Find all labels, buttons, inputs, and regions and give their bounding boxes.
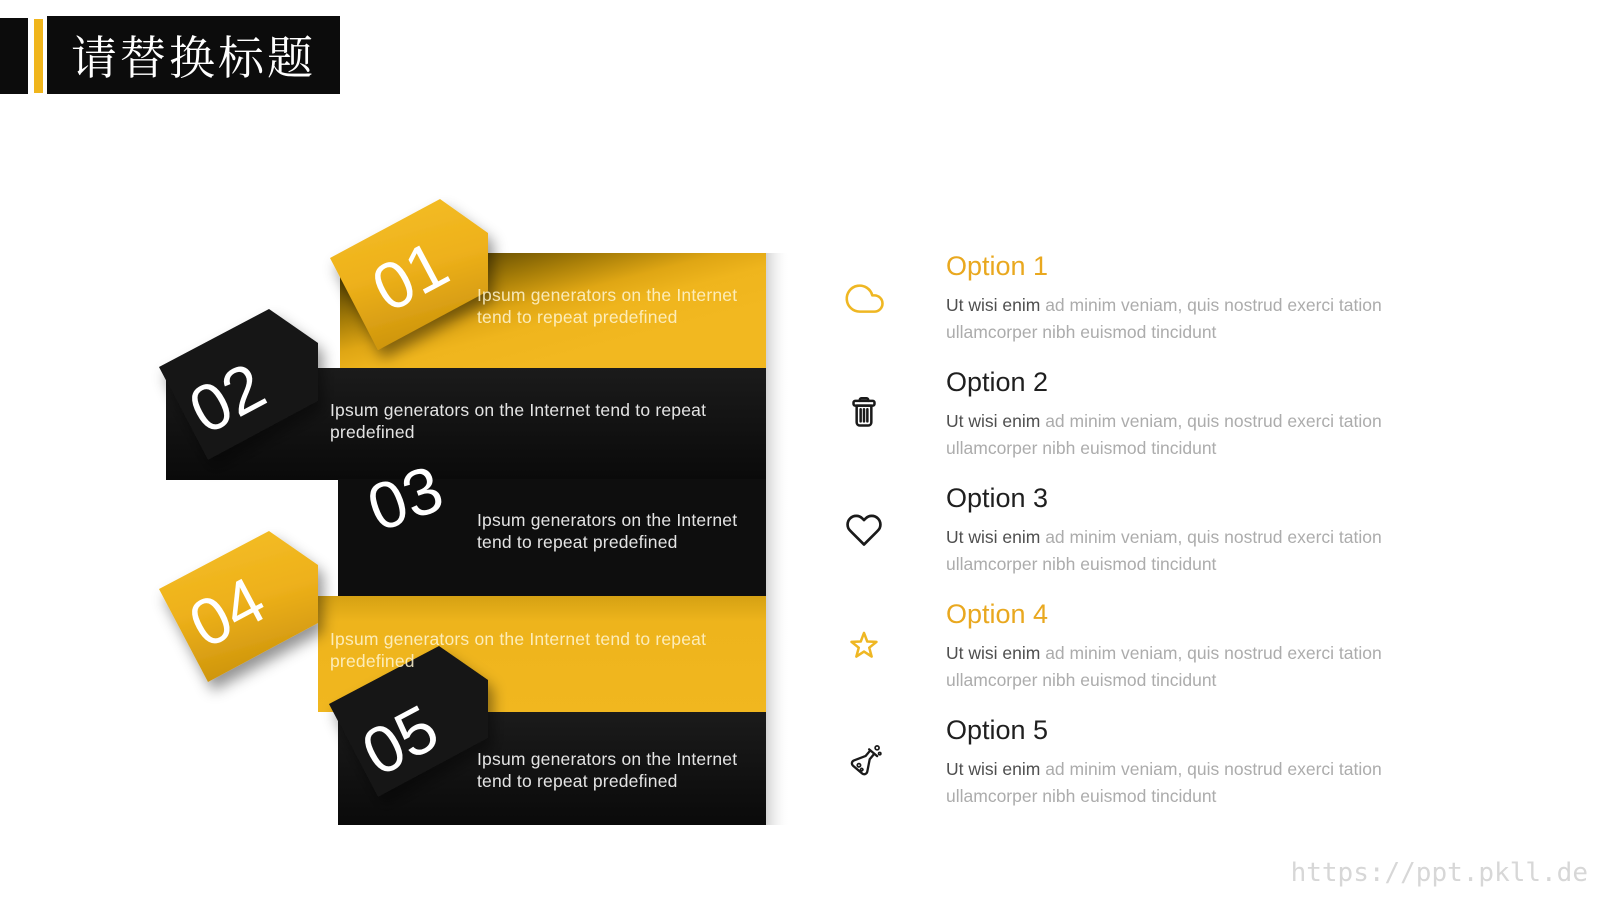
step-text-line: Ipsum generators on the Internet [477, 749, 738, 769]
option-body-strong: Ut wisi enim [946, 295, 1041, 315]
option-body-strong: Ut wisi enim [946, 643, 1041, 663]
option-title: Option 4 [946, 599, 1049, 629]
option-body-rest: ad minim veniam, quis nostrud exerci tation [1040, 295, 1382, 315]
option-body-line2: ullamcorper nibh euismod tincidunt [946, 322, 1217, 342]
step-04-number: 04 [177, 562, 277, 662]
option-body [946, 756, 1382, 810]
option-body-line2: ullamcorper nibh euismod tincidunt [946, 786, 1217, 806]
flask-icon [842, 740, 886, 784]
cloud-icon [842, 276, 886, 320]
option-body-strong: Ut wisi enim [946, 759, 1041, 779]
page-title: 请替换标题 [71, 32, 316, 84]
step-text-line: predefined [330, 651, 415, 671]
option-body [946, 408, 1382, 462]
step-02-number: 02 [177, 348, 277, 448]
option-row-1 [842, 250, 1462, 342]
step-05-number: 05 [350, 690, 450, 790]
step-03-text [477, 509, 737, 553]
option-body-line2: ullamcorper nibh euismod tincidunt [946, 438, 1217, 458]
step-text-line: predefined [330, 422, 415, 442]
option-title: Option 3 [946, 483, 1049, 513]
option-body-strong: Ut wisi enim [946, 527, 1041, 547]
step-05-text [477, 748, 737, 792]
option-body-rest: ad minim veniam, quis nostrud exerci tation [1040, 411, 1382, 431]
step-text-line: Ipsum generators on the Internet [477, 510, 738, 530]
option-body-line2: ullamcorper nibh euismod tincidunt [946, 670, 1217, 690]
heart-icon [842, 508, 886, 552]
option-row-2 [842, 366, 1462, 458]
option-body-rest: ad minim veniam, quis nostrud exerci tation [1040, 643, 1382, 663]
option-body-line2: ullamcorper nibh euismod tincidunt [946, 554, 1217, 574]
step-04-text [330, 628, 706, 672]
step-01-text [477, 284, 737, 328]
option-title: Option 5 [946, 715, 1049, 745]
option-title: Option 2 [946, 367, 1049, 397]
option-body [946, 524, 1382, 578]
option-body [946, 292, 1382, 346]
page-edge-shadow [766, 253, 790, 825]
watermark-url: https://ppt.pkll.de [1290, 858, 1588, 888]
step-text-line: tend to repeat predefined [477, 771, 678, 791]
step-text-line: Ipsum generators on the Internet [477, 285, 738, 305]
option-row-5 [842, 714, 1462, 806]
step-text-line: tend to repeat predefined [477, 532, 678, 552]
option-title: Option 1 [946, 251, 1049, 281]
option-row-3 [842, 482, 1462, 574]
option-body-strong: Ut wisi enim [946, 411, 1041, 431]
option-body-rest: ad minim veniam, quis nostrud exerci tation [1040, 527, 1382, 547]
step-text-line: Ipsum generators on the Internet tend to repeat [330, 629, 707, 649]
option-body [946, 640, 1382, 694]
step-02-text [330, 399, 706, 443]
step-03-number: 03 [357, 450, 453, 546]
step-text-line: tend to repeat predefined [477, 307, 678, 327]
step-01-number: 01 [360, 226, 460, 326]
star-icon [842, 624, 886, 668]
step-text-line: Ipsum generators on the Internet tend to repeat [330, 400, 707, 420]
option-body-rest: ad minim veniam, quis nostrud exerci tation [1040, 759, 1382, 779]
trash-icon [842, 392, 886, 436]
option-row-4 [842, 598, 1462, 690]
